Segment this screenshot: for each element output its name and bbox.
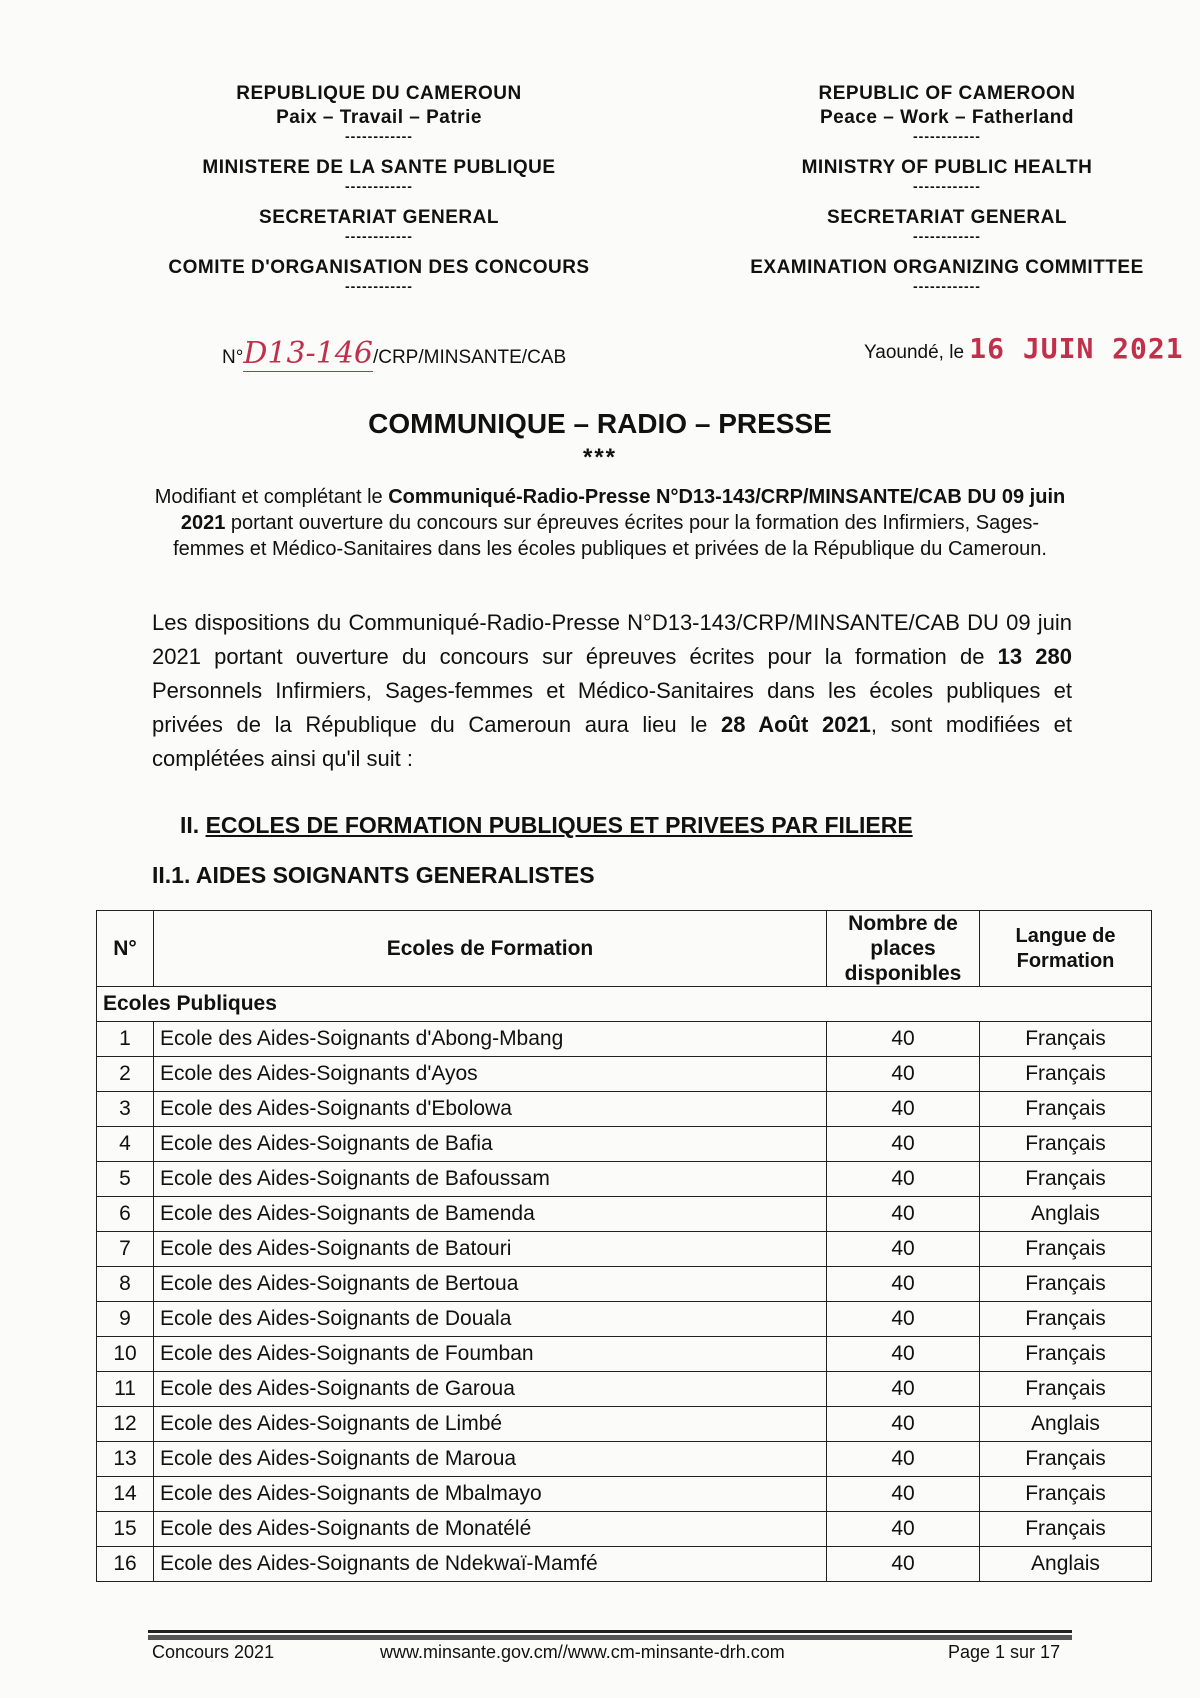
places-count: 40 bbox=[827, 1337, 980, 1372]
training-language: Français bbox=[980, 1022, 1152, 1057]
places-count: 40 bbox=[827, 1547, 980, 1582]
places-count: 40 bbox=[827, 1232, 980, 1267]
country-en: REPUBLIC OF CAMEROON bbox=[818, 83, 1076, 104]
date-stamp: 16 JUIN 2021 bbox=[969, 332, 1184, 365]
body-paragraph bbox=[152, 606, 1072, 776]
school-name: Ecole des Aides-Soignants de Mbalmayo bbox=[154, 1477, 827, 1512]
training-language: Français bbox=[980, 1092, 1152, 1127]
row-number: 1 bbox=[97, 1022, 154, 1057]
footer-page-number: Page 1 sur 17 bbox=[948, 1642, 1061, 1662]
motto-fr: Paix – Travail – Patrie bbox=[276, 107, 482, 128]
intro-text: Modifiant et complétant le bbox=[154, 486, 389, 508]
page-title: COMMUNIQUE – RADIO – PRESSE bbox=[368, 408, 832, 439]
motto-en: Peace – Work – Fatherland bbox=[820, 107, 1074, 128]
school-name: Ecole des Aides-Soignants de Bafoussam bbox=[154, 1162, 827, 1197]
places-count: 40 bbox=[827, 1127, 980, 1162]
body-text: Personnels Infirmiers, Sages-femmes et Médico-Sanitaires dans les écoles publiques et privées de la République du Cameroun aura lieu le bbox=[152, 678, 1072, 737]
training-language: Français bbox=[980, 1372, 1152, 1407]
row-number: 2 bbox=[97, 1057, 154, 1092]
table-row bbox=[97, 1477, 1152, 1512]
footer-left: Concours 2021 bbox=[152, 1642, 275, 1662]
table-row bbox=[97, 1302, 1152, 1337]
separator: ------------ bbox=[913, 178, 981, 194]
header-french bbox=[144, 82, 614, 294]
intro-paragraph bbox=[150, 484, 1070, 562]
schools-table bbox=[96, 910, 1152, 1582]
places-count: 40 bbox=[827, 1267, 980, 1302]
footer-rule bbox=[148, 1635, 1072, 1640]
table-row bbox=[97, 1197, 1152, 1232]
committee-fr: COMITE D'ORGANISATION DES CONCOURS bbox=[168, 257, 590, 278]
body-text: Les dispositions du Communiqué-Radio-Presse N°D13-143/CRP/MINSANTE/CAB DU 09 juin 2021 portant ouverture du concours sur épreuves écrites pour la formation de bbox=[152, 610, 1072, 669]
row-number: 8 bbox=[97, 1267, 154, 1302]
row-number: 16 bbox=[97, 1547, 154, 1582]
country-fr: REPUBLIQUE DU CAMEROUN bbox=[236, 83, 522, 104]
separator: ------------ bbox=[345, 178, 413, 194]
training-language: Français bbox=[980, 1477, 1152, 1512]
training-language: Français bbox=[980, 1512, 1152, 1547]
places-count: 40 bbox=[827, 1302, 980, 1337]
school-name: Ecole des Aides-Soignants d'Ebolowa bbox=[154, 1092, 827, 1127]
secretariat-en: SECRETARIAT GENERAL bbox=[827, 207, 1067, 228]
table-row bbox=[97, 1372, 1152, 1407]
table-row bbox=[97, 1232, 1152, 1267]
separator: ------------ bbox=[345, 278, 413, 294]
table-row bbox=[97, 1022, 1152, 1057]
training-language: Français bbox=[980, 1267, 1152, 1302]
group-label: Ecoles Publiques bbox=[97, 987, 1152, 1022]
school-name: Ecole des Aides-Soignants de Monatélé bbox=[154, 1512, 827, 1547]
training-language: Français bbox=[980, 1162, 1152, 1197]
training-language: Anglais bbox=[980, 1547, 1152, 1582]
row-number: 11 bbox=[97, 1372, 154, 1407]
training-language: Français bbox=[980, 1232, 1152, 1267]
row-number: 4 bbox=[97, 1127, 154, 1162]
table-row bbox=[97, 1162, 1152, 1197]
places-count: 40 bbox=[827, 1407, 980, 1442]
separator: ------------ bbox=[345, 228, 413, 244]
table-row bbox=[97, 1407, 1152, 1442]
row-number: 3 bbox=[97, 1092, 154, 1127]
header-school: Ecoles de Formation bbox=[154, 911, 827, 987]
footer-website: www.minsante.gov.cm//www.cm-minsante-drh.com bbox=[380, 1642, 785, 1662]
training-language: Anglais bbox=[980, 1407, 1152, 1442]
date-place: Yaoundé, le bbox=[864, 342, 965, 363]
places-count: 40 bbox=[827, 1197, 980, 1232]
places-count: 40 bbox=[827, 1092, 980, 1127]
table-row bbox=[97, 1267, 1152, 1302]
row-number: 5 bbox=[97, 1162, 154, 1197]
ministry-fr: MINISTERE DE LA SANTE PUBLIQUE bbox=[202, 157, 556, 178]
school-name: Ecole des Aides-Soignants de Limbé bbox=[154, 1407, 827, 1442]
table-row bbox=[97, 1547, 1152, 1582]
row-number: 6 bbox=[97, 1197, 154, 1232]
places-count: 40 bbox=[827, 1022, 980, 1057]
intro-text: portant ouverture du concours sur épreuves écrites pour la formation des Infirmiers, Sages-femmes et Médico-Sanitaires dans les écoles publiques et privées de la République du Cameroun. bbox=[173, 512, 1047, 560]
committee-en: EXAMINATION ORGANIZING COMMITTEE bbox=[750, 257, 1144, 278]
table-row bbox=[97, 1057, 1152, 1092]
table-row bbox=[97, 1127, 1152, 1162]
handwritten-number: D13-146 bbox=[243, 336, 373, 371]
row-number: 14 bbox=[97, 1477, 154, 1512]
school-name: Ecole des Aides-Soignants de Bamenda bbox=[154, 1197, 827, 1232]
school-name: Ecole des Aides-Soignants de Douala bbox=[154, 1302, 827, 1337]
title-stars: *** bbox=[582, 444, 618, 471]
training-language: Français bbox=[980, 1302, 1152, 1337]
school-name: Ecole des Aides-Soignants de Maroua bbox=[154, 1442, 827, 1477]
intro-bold: Communiqué-Radio-Presse N°D13-143/CRP/MINSANTE/CAB DU 09 juin 2021 bbox=[180, 486, 1066, 534]
header-places: Nombre de places disponibles bbox=[827, 911, 980, 987]
school-name: Ecole des Aides-Soignants d'Ayos bbox=[154, 1057, 827, 1092]
school-name: Ecole des Aides-Soignants d'Abong-Mbang bbox=[154, 1022, 827, 1057]
places-count: 40 bbox=[827, 1477, 980, 1512]
subsection-heading: II.1. AIDES SOIGNANTS GENERALISTES bbox=[152, 862, 595, 888]
header-num: N° bbox=[97, 911, 154, 987]
date-line bbox=[864, 332, 1184, 365]
school-name: Ecole des Aides-Soignants de Garoua bbox=[154, 1372, 827, 1407]
school-name: Ecole des Aides-Soignants de Batouri bbox=[154, 1232, 827, 1267]
section-number: II. bbox=[180, 812, 206, 838]
body-text: , sont modifiées et complétées ainsi qu'il suit : bbox=[152, 712, 1072, 771]
body-bold: 28 Août 2021 bbox=[720, 712, 871, 737]
reference-number bbox=[222, 336, 566, 371]
header-english bbox=[712, 82, 1182, 294]
row-number: 15 bbox=[97, 1512, 154, 1547]
training-language: Français bbox=[980, 1057, 1152, 1092]
row-number: 10 bbox=[97, 1337, 154, 1372]
table-row bbox=[97, 1092, 1152, 1127]
row-number: 7 bbox=[97, 1232, 154, 1267]
separator: ------------ bbox=[913, 228, 981, 244]
footer-rule bbox=[148, 1630, 1072, 1633]
section-title: ECOLES DE FORMATION PUBLIQUES ET PRIVEES PAR FILIERE bbox=[205, 812, 913, 838]
reference-suffix: /CRP/MINSANTE/CAB bbox=[372, 347, 567, 368]
places-count: 40 bbox=[827, 1162, 980, 1197]
separator: ------------ bbox=[913, 278, 981, 294]
training-language: Français bbox=[980, 1127, 1152, 1162]
row-number: 9 bbox=[97, 1302, 154, 1337]
reference-prefix: N° bbox=[222, 347, 244, 368]
places-count: 40 bbox=[827, 1512, 980, 1547]
places-count: 40 bbox=[827, 1442, 980, 1477]
row-number: 12 bbox=[97, 1407, 154, 1442]
secretariat-fr: SECRETARIAT GENERAL bbox=[259, 207, 499, 228]
school-name: Ecole des Aides-Soignants de Bafia bbox=[154, 1127, 827, 1162]
row-number: 13 bbox=[97, 1442, 154, 1477]
school-name: Ecole des Aides-Soignants de Bertoua bbox=[154, 1267, 827, 1302]
training-language: Français bbox=[980, 1337, 1152, 1372]
school-name: Ecole des Aides-Soignants de Ndekwaï-Mamfé bbox=[154, 1547, 827, 1582]
table-row bbox=[97, 1512, 1152, 1547]
separator: ------------ bbox=[345, 128, 413, 144]
training-language: Anglais bbox=[980, 1197, 1152, 1232]
table-row bbox=[97, 1337, 1152, 1372]
header-language: Langue de Formation bbox=[980, 911, 1152, 987]
places-count: 40 bbox=[827, 1372, 980, 1407]
ministry-en: MINISTRY OF PUBLIC HEALTH bbox=[801, 157, 1093, 178]
body-bold: 13 280 bbox=[997, 644, 1072, 669]
school-name: Ecole des Aides-Soignants de Foumban bbox=[154, 1337, 827, 1372]
section-heading bbox=[180, 812, 913, 839]
separator: ------------ bbox=[913, 128, 981, 144]
training-language: Français bbox=[980, 1442, 1152, 1477]
places-count: 40 bbox=[827, 1057, 980, 1092]
table-row bbox=[97, 1442, 1152, 1477]
